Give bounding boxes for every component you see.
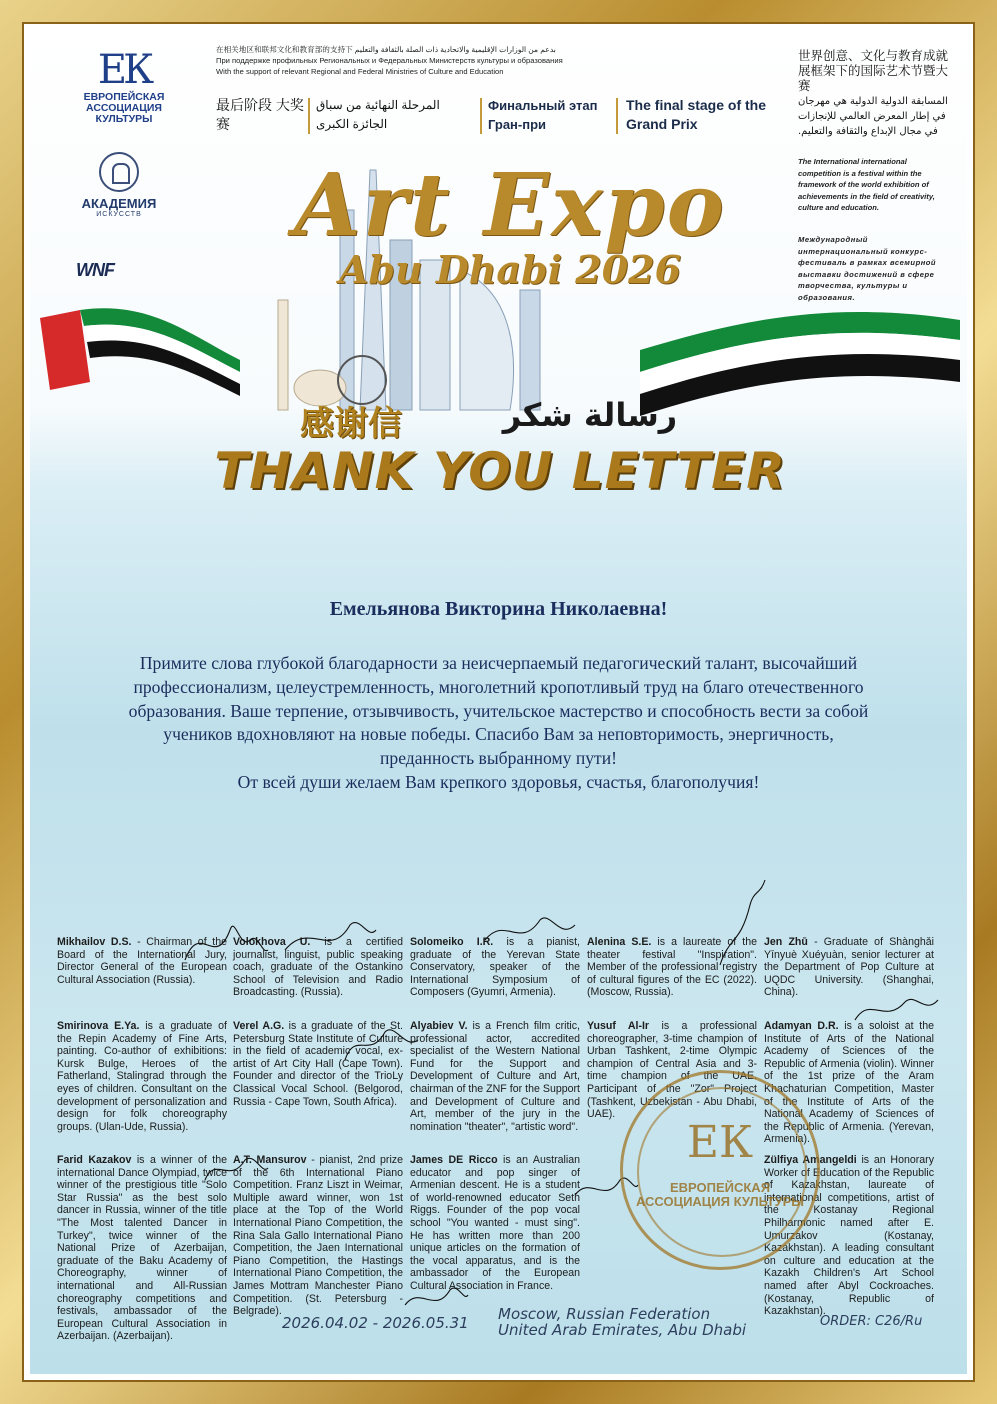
wnf-logo: WNF [76,260,114,280]
eak-logo-mark: ЕК [97,47,151,93]
certificate-sheet [30,30,967,1374]
academy-sub: ИСКУССТВ [96,211,142,218]
stage-divider [308,98,310,134]
stage-divider [480,98,482,134]
letter-title-ar: رسالة شكر [502,396,678,434]
stage-divider [616,98,618,134]
stage-en: The final stage of the Grand Prix [626,97,767,132]
jury-member: Alyabiev V. is a French film critic, professional actor, accredited specialist of the Western National Fund for the Support and Development of Culture and Art, chairman of the ZNF for the Support and Development of Culture and Art, member of the jury in the nomination "theater", "artistic word". [410,1020,580,1133]
minaret [278,300,288,410]
event-title-main: Art Expo [293,155,727,256]
signature-icon [850,990,940,1030]
event-place [498,1306,746,1338]
signature-icon [480,910,580,960]
stage-ar: المرحلة النهائية من سباق الجائزة الكبرى [316,98,440,131]
eak-logo [74,48,174,125]
support-line-multilang: 在相关地区和联邦文化和教育部的支持下 بدعم من الوزارات الإقليمية والاتحادية ذات الصلة بالثقافة والتعليم [216,45,556,54]
letter-title-zh: 感谢信 [300,404,402,444]
support-line-en: With the support of relevant Regional and Federal Ministries of Culture and Education [216,67,504,76]
stage-zh: 最后阶段 大奖赛 [216,97,304,132]
association-stamp [620,1070,820,1270]
message-body [120,652,877,795]
support-text [216,44,786,77]
stamp-text: ЕВРОПЕЙСКАЯ АССОЦИАЦИЯ КУЛЬТУРЫ [635,1180,805,1209]
jury-member: Adamyan D.R. is a soloist at the Institute of Arts of the National Academy of Sciences of the Republic of Armenia (violin). Winner of the 1st prize of the Aram Khachaturian Competition, Master of the Institute of Arts of the National Academy of Sciences of the Republic of Armenia. (Yerevan, Armenia). [764,1020,934,1146]
signature-icon [180,910,270,980]
eak-logo-name: ЕВРОПЕЙСКАЯ АССОЦИАЦИЯ КУЛЬТУРЫ [83,91,165,125]
side-description-ru: Международный интернациональный конкурс-фестиваль в рамках всемирной выставки достижений в сфере творчества, культуры и образования. [798,235,937,302]
event-title [290,155,730,292]
signature-icon [710,875,770,975]
letter-title-en: THANK YOU LETTER [214,442,786,500]
tower-5 [520,290,540,410]
signature-icon [280,910,380,970]
event-place-line1: Moscow, Russian Federation [498,1305,711,1323]
event-dates: 2026.04.02 - 2026.05.31 [282,1314,469,1332]
jury-member: Alenina S.E. is a laureate of the theater festival "Inspiration". Member of the professional registry of cultural figures of the EC (2022). (Moscow, Russia). [587,936,757,999]
jury-member: Zülfiya Amangeldi is an Honorary Worker of Education of the Republic of Kazakhstan, laureate of international competitions, artist of the Kostanay Regional Philharmonic named after E. Umurzakov (Kostanay, Kazakhstan). A leading consultant on culture and education at the Kazakh Children's Art School named after Abyl Cockroaches. (Kostanay, Republic of Kazakhstan). [764,1154,934,1318]
message-wishes: От всей души желаем Вам крепкого здоровья, счастья, благополучия! [237,771,760,792]
signature-icon [200,1150,270,1190]
stage-ru: Финальный этап Гран-при [488,98,598,132]
stage-row [216,96,786,138]
event-title-sub: Abu Dhabi 2026 [338,247,682,292]
jury-member: Yusuf Al-Ir is a professional choreographer, 3-time champion of Urban Tashkent, 2-time Olympic champion of Central Asia and 3-time champion of the UAE. Participant of the "Zor" Project (Tashkent, Uzbekistan - Abu Dhabi, UAE). [587,1020,757,1121]
jury-member: Mikhailov D.S. - Chairman of the Board of the International Jury, Director General of the European Cultural Association (Russia). [57,936,227,986]
academy-name: АКАДЕМИЯ [81,196,157,211]
side-description-zh: 世界创意、文化与教育成就展框架下的国际艺术节暨大赛 [798,48,949,93]
jury-member: Farid Kazakov is a winner of the international Dance Olympiad, twice winner of the prestigious title "Solo Star Russia" as the best solo dancer in Russia, winner of the title "The Most talented Dancer in Turkey", twice winner of the National Prize of Azerbaijan, graduate of the Baku Academy of Choreography, winner of international and All-Russian choreography competitions and festivals, ambassador of the European Cultural Association in Azerbaijan. (Azerbaijan). [57,1154,227,1343]
recipient-name: Емельянова Викторина Николаевна! [329,598,668,620]
message-paragraph: Примите слова глубокой благодарности за неисчерпаемый педагогический талант, высочайший профессионализм, целеустремленность, многолетний кропотливый труд на благо отечественного образования. Ваше терпение, отзывчивость, учительское мастерство и способность вести за собой учеников вдохновляют на новые победы. Спасибо Вам за неповторимость, энергичность, преданность выбранному пути! [128,653,869,769]
stamp-mark: ЕК [686,1117,754,1168]
jury-member: James DE Ricco is an Australian educator and pop singer of Armenian descent. He is a student of world-renowned educator Seth Riggs. Founder of the pop vocal school "You wanted - must sing". He has written more than 200 unique articles on the formation of the vocal apparatus, and is the ambassador of the European Cultural Association in France. [410,1154,580,1292]
jury-member: Solomeiko I.R. is a pianist, graduate of the Yerevan State Conservatory, speaker of the International Symposium of Composers (Gyumri, Armenia). [410,936,580,999]
jury-member: A.T. Mansurov - pianist, 2nd prize of the 6th International Piano Competition. Franz Liszt in Weimar, Multiple award winner, won 1st place at the Top of the World International Piano Competition, the Rina Sala Gallo International Piano Competition, the Jaen International Piano Competition, the Hastings International Piano Competition, the James Mottram Manchester Piano Competition. (St. Petersburg - Belgrade). [233,1154,403,1318]
jury-member: Smirinova E.Ya. is a graduate of the Repin Academy of Fine Arts, painting. Co-author of exhibitions: Kursk Bulge, Heroes of the Fatherland, Stalingrad through the eyes of children. Consultant on the development of personalization and design for folk choreography groups. (Ulan-Ude, Russia). [57,1020,227,1133]
jury-member: Verel A.G. is a graduate of the St. Petersburg State Institute of Culture in the field of academic vocal, ex-artist of Art City Hall (Cape Town). Founder and director of the TrioLy Classical Vocal School. (Belgorod, Russia - Cape Town, South Africa). [233,1020,403,1108]
side-description-en: The International international competition is a festival within the framework of the world exhibition of achievements in the field of creativity, culture and education. [798,157,935,212]
side-description-ar: المسابقة الدولية الدولية هي مهرجان في إطار المعرض العالمي للإنجازات في مجال الإبداع والثقافة والتعليم. [798,96,948,137]
order-number: ORDER: C26/Ru [820,1314,923,1329]
jury-member: Volokhova U. is a certified journalist, linguist, public speaking coach, graduate of the Ostankino School of Television and Radio Broadcasting. (Russia). [233,936,403,999]
event-place-line2: United Arab Emirates, Abu Dhabi [498,1321,747,1339]
signature-icon [340,1020,420,1070]
jury-member: Jen Zhū - Graduate of Shànghǎi Yīnyuè Xuéyuàn, senior lecturer at the Department of Pop Culture at UQDC University. (Shanghai, China). [764,936,934,999]
support-line-ru: При поддержке профильных Региональных и Федеральных Министерств культуры и образования [216,56,563,65]
